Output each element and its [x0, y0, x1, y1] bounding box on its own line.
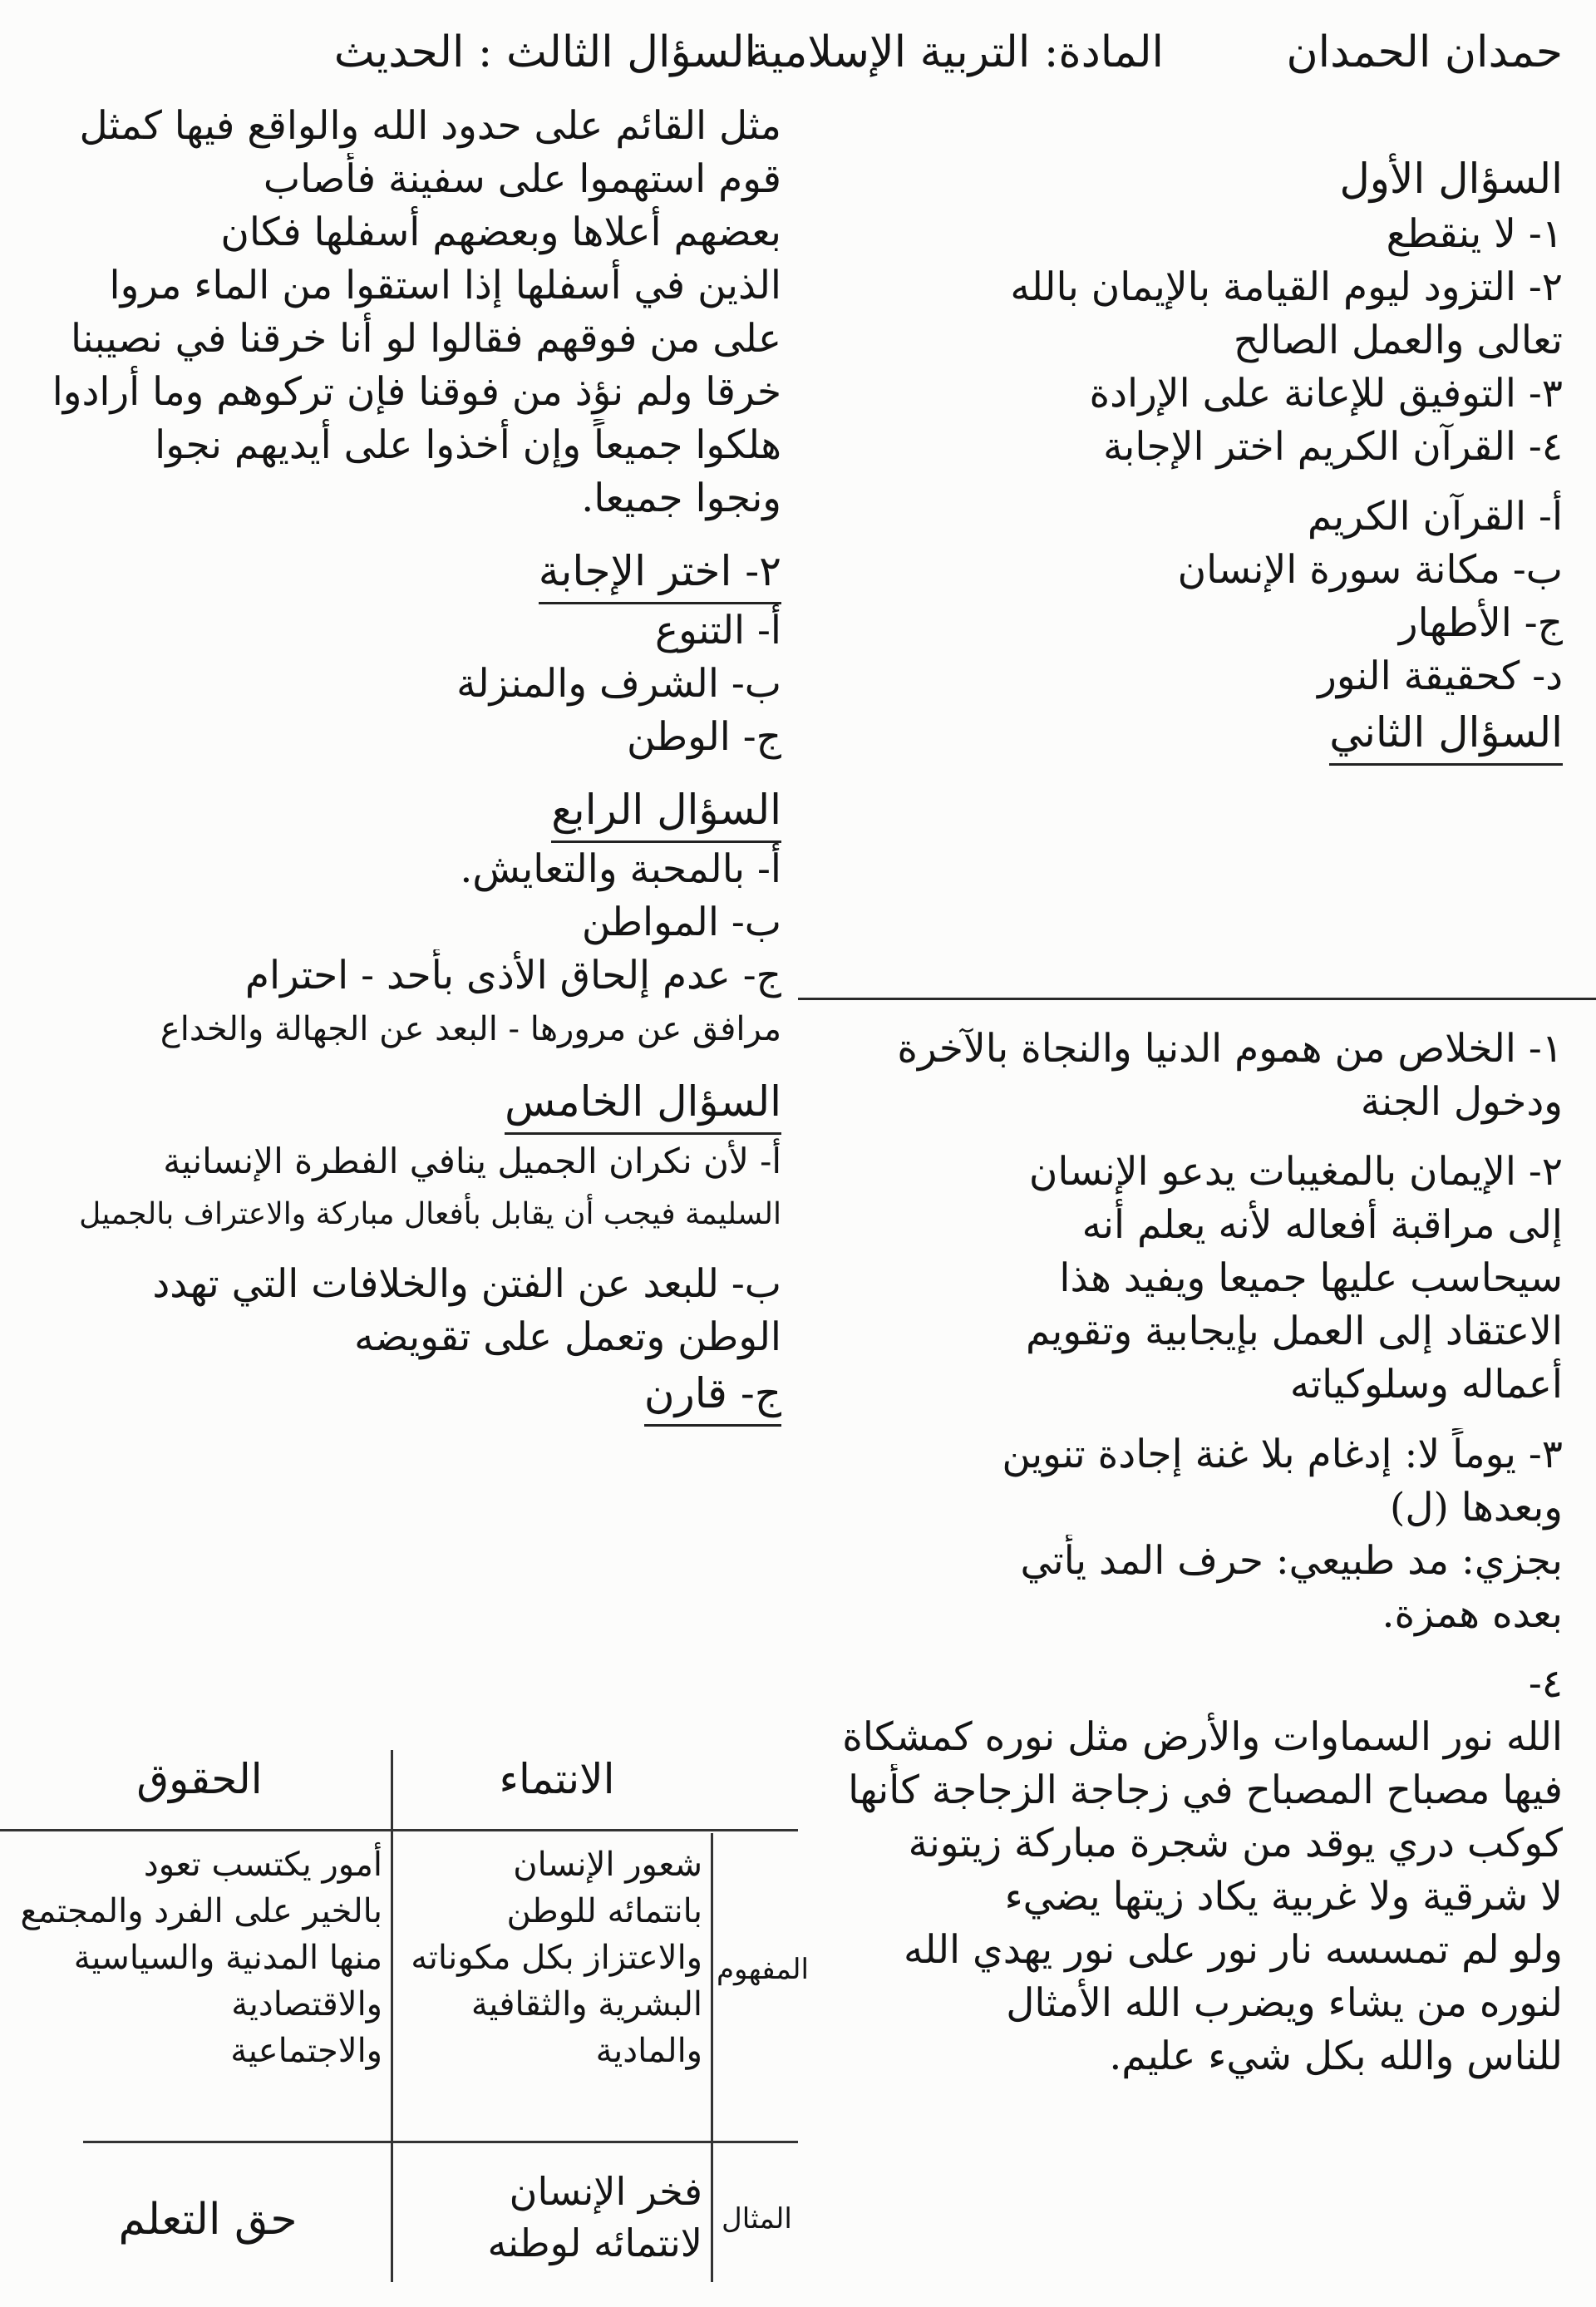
hadith-line-7: هلكوا جميعاً وإن أخذوا على أيديهم نجوا [155, 422, 781, 468]
q4-item-a: أ- بالمحبة والتعايش. [460, 846, 781, 892]
q1-choice-c: ج- الأطهار [1398, 600, 1563, 646]
q4-item-c: ج- عدم إلحاق الأذى بأحد - احترام [244, 953, 781, 998]
question-four-title: السؤال الرابع [551, 781, 781, 843]
verse-line-6: لنوره من يشاء ويضرب الله الأمثال [1006, 1980, 1563, 2026]
verse-line-4: لا شرقية ولا غربية يكاد زيتها يضيء [1004, 1874, 1563, 1920]
q2-item-3-cont: وبعدها (ل) [1390, 1485, 1563, 1531]
table-row-rule [83, 2141, 798, 2143]
q2-item-2: ٢- الإيمان بالمغيبات يدعو الإنسان [1028, 1149, 1563, 1195]
hadith-line-5: على من فوقهم فقالوا لو أنا خرقنا في نصيبنا [71, 316, 781, 362]
comparison-table [0, 1750, 809, 2282]
hadith-line-4: الذين في أسفلها إذا استقوا من الماء مروا [109, 263, 781, 308]
q3-choice-c: ج- الوطن [626, 714, 781, 760]
q2-item-2-l2: إلى مراقبة أفعاله لأنه يعلم أنه [1081, 1202, 1563, 1248]
rights-concept: أمور يكتسب تعود بالخير على الفرد والمجتمع منها المدنية والسياسية والاقتصادية والاجتماعية [20, 1846, 382, 2070]
subject-label: المادة: التربية الإسلامية [747, 27, 1164, 77]
right-column [798, 150, 1563, 766]
q5-item-b: ب- للبعد عن الفتن والخلافات التي تهدد [152, 1261, 781, 1307]
section-divider [798, 998, 1596, 1000]
verse-line-2: فيها مصباح المصباح في زجاجة الزجاجة كأنها [848, 1767, 1563, 1813]
q1-item-1: ١- لا ينقطع [1386, 211, 1563, 257]
q1-item-2: ٢- التزود ليوم القيامة بالإيمان بالله [1010, 264, 1563, 310]
q1-choice-a: أ- القرآن الكريم [1307, 494, 1563, 540]
q1-item-2-cont: تعالى والعمل الصالح [1233, 318, 1563, 363]
q5-item-a-cont: السليمة فيجب أن يقابل بأفعال مباركة والاعتراف بالجميل [79, 1197, 781, 1231]
hadith-line-2: قوم استهموا على سفينة فأصاب [263, 156, 781, 202]
table-header-rule [0, 1829, 798, 1831]
col-head-belonging: الانتماء [499, 1755, 615, 1803]
student-name: حمدان الحمدان [1286, 27, 1563, 77]
q2-item-2-l4: الاعتقاد إلى العمل بإيجابية وتقويم [1025, 1309, 1563, 1354]
q1-item-4: ٤- القرآن الكريم اختر الإجابة [1103, 424, 1563, 470]
hadith-line-1: مثل القائم على حدود الله والواقع فيها كمثل [79, 103, 781, 149]
right-column-lower [798, 1023, 1563, 2083]
col-head-rights: الحقوق [136, 1755, 263, 1803]
q2-item-2-l3: سيحاسب عليها جميعا ويفيد هذا [1059, 1255, 1563, 1301]
q2-item-1-cont: ودخول الجنة [1360, 1079, 1563, 1125]
question-two-title: السؤال الثاني [1329, 703, 1563, 766]
hadith-line-3: بعضهم أعلاها وبعضهم أسفلها فكان [220, 210, 781, 255]
q2-item-2-l5: أعماله وسلوكياته [1289, 1362, 1563, 1407]
q5-item-a: أ- لأن نكران الجميل ينافي الفطرة الإنسانية [163, 1141, 781, 1181]
row-label-concept: المفهوم [717, 1953, 809, 1986]
q3-choice-a: أ- التنوع [655, 608, 781, 653]
belonging-concept: شعور الإنسان بانتمائه للوطن والاعتزاز بكل مكوناته البشرية والثقافية والمادية [411, 1846, 702, 2070]
question-one-title: السؤال الأول [1339, 155, 1563, 203]
q4-item-b: ب- المواطن [581, 900, 781, 945]
question-five-title: السؤال الخامس [505, 1072, 781, 1135]
q2-item-4-label: ٤- [1528, 1661, 1563, 1707]
rights-example: حق التعلم [118, 2195, 298, 2245]
row-label-example: المثال [722, 2202, 792, 2236]
q3-choice-b: ب- الشرف والمنزلة [456, 661, 781, 707]
q5-item-c: ج- قارن [644, 1364, 781, 1427]
verse-line-1: الله نور السماوات والأرض مثل نوره كمشكاة [842, 1714, 1563, 1760]
verse-line-7: للناس والله بكل شيء عليم. [1109, 2033, 1563, 2079]
belonging-example: فخر الإنسان لانتمائه لوطنه [487, 2169, 702, 2265]
left-column [17, 100, 781, 1427]
q5-item-b-cont: الوطن وتعمل على تقويضه [354, 1314, 781, 1360]
q2-item-3-l3: بجزي: مد طبيعي: حرف المد يأتي [1020, 1538, 1563, 1584]
verse-line-3: كوكب دري يوقد من شجرة مباركة زيتونة [908, 1821, 1563, 1866]
q1-choice-d: د- كحقيقة النور [1318, 653, 1563, 699]
q1-item-3: ٣- التوفيق للإعانة على الإرادة [1089, 371, 1563, 417]
q4-item-c-cont: مرافق عن مرورها - البعد عن الجهالة والخداع [160, 1010, 781, 1048]
q2-item-3-l4: بعده همزة. [1382, 1591, 1563, 1637]
verse-line-5: ولو لم تمسسه نار نور على نور يهدي الله [903, 1927, 1563, 1973]
q3-choices-title: ٢- اختر الإجابة [539, 542, 781, 604]
hadith-line-8: ونجوا جميعا. [581, 476, 781, 521]
q1-choice-b: ب- مكانة سورة الإنسان [1177, 547, 1563, 593]
q2-item-3: ٣- يوماً لا: إدغام بلا غنة إجادة تنوين [1002, 1432, 1563, 1477]
table-label-divider [711, 1833, 713, 2282]
q2-item-1: ١- الخلاص من هموم الدنيا والنجاة بالآخرة [897, 1026, 1563, 1072]
hadith-line-6: خرقا ولم نؤذ من فوقنا فإن تركوهم وما أرادوا [52, 369, 781, 415]
question-three-heading: السؤال الثالث : الحديث [333, 27, 756, 77]
